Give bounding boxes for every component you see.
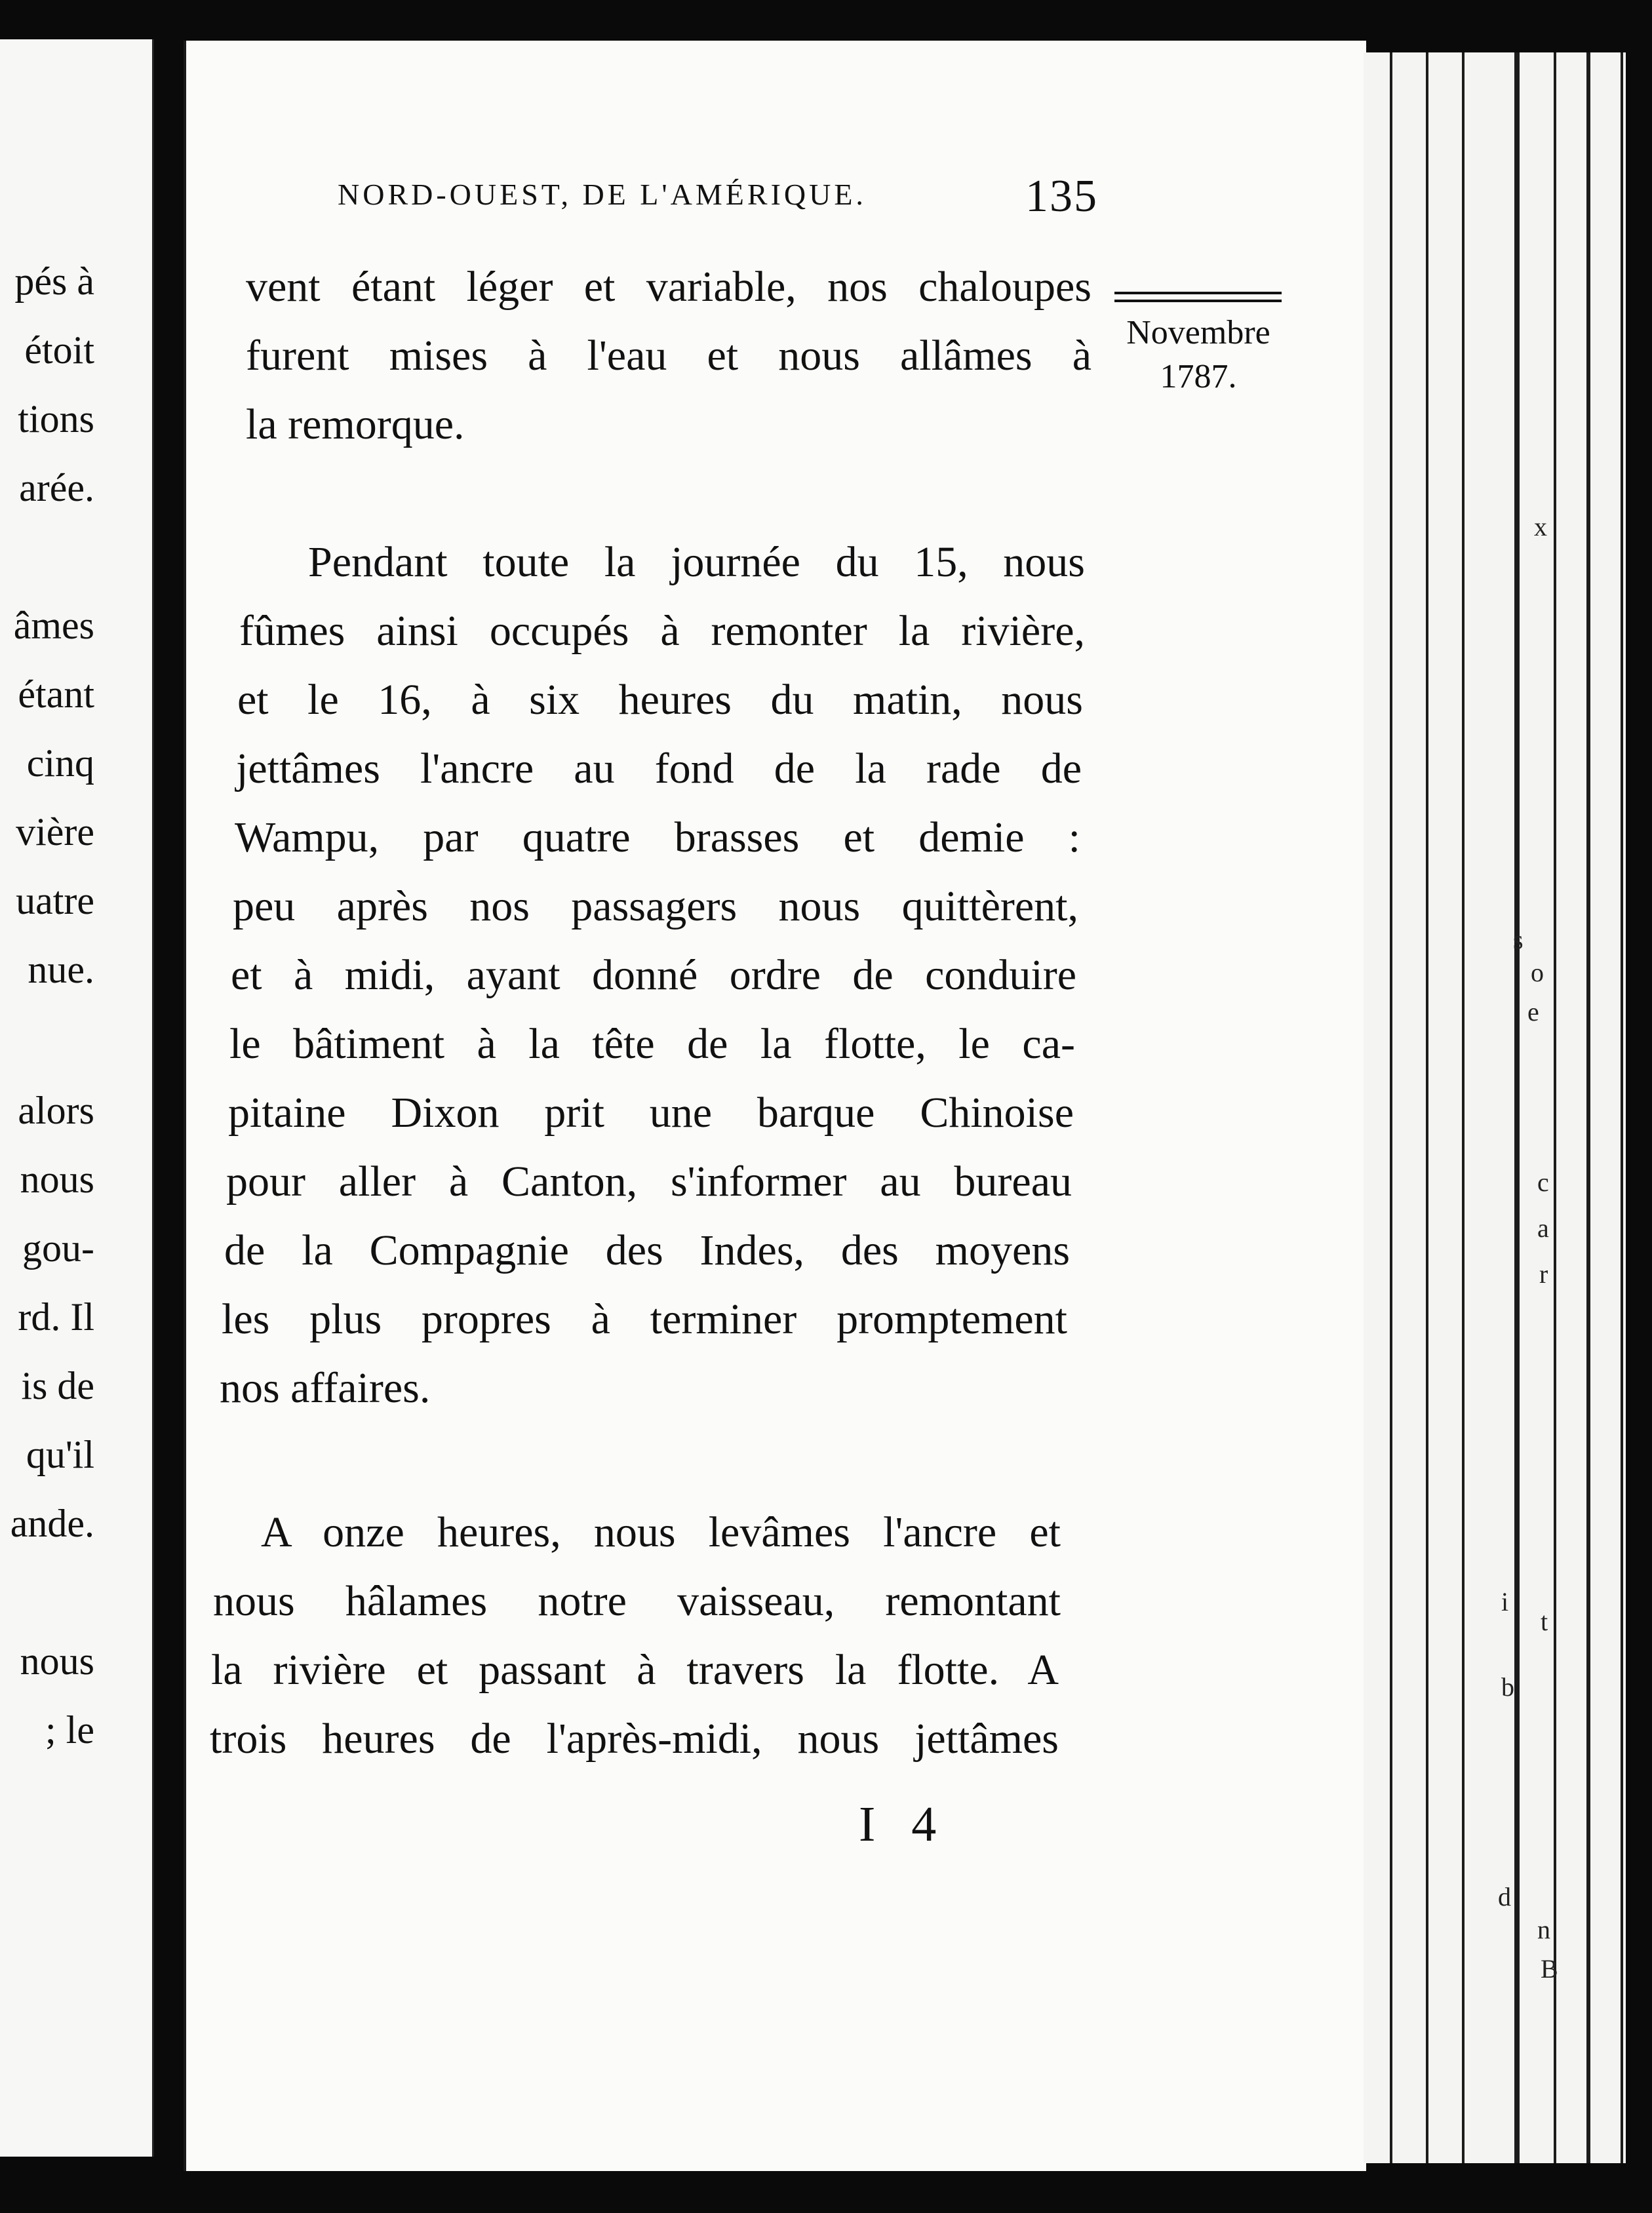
left-page-line: pés à bbox=[14, 260, 94, 303]
page-edge-fragment: t bbox=[1541, 1607, 1548, 1636]
text-line: le bâtiment à la tête de la flotte, le ca- bbox=[229, 1020, 1075, 1068]
margin-note-month: Novembre bbox=[1126, 314, 1270, 351]
text-line: furent mises à l'eau et nous allâmes à bbox=[246, 332, 1092, 380]
margin-note-year: 1787. bbox=[1160, 358, 1237, 395]
left-page-line: âmes bbox=[13, 604, 94, 647]
text-line: pour aller à Canton, s'informer au bureau bbox=[226, 1158, 1072, 1205]
page-edge-fragment: n bbox=[1537, 1915, 1550, 1944]
text-line: nos affaires. bbox=[220, 1364, 431, 1412]
left-page-line: cinq bbox=[26, 741, 94, 785]
text-line: la remorque. bbox=[246, 401, 465, 448]
text-line: nous hâlames notre vaisseau, remontant bbox=[213, 1577, 1061, 1625]
page-edge-line bbox=[1554, 52, 1556, 2163]
page-edge-fragment: r bbox=[1539, 1259, 1548, 1289]
page-edge-fragment: e bbox=[1527, 997, 1539, 1027]
left-page-line: alors bbox=[18, 1089, 94, 1132]
text-line: trois heures de l'après-midi, nous jettâmes bbox=[210, 1715, 1059, 1763]
text-line: de la Compagnie des Indes, des moyens bbox=[224, 1226, 1070, 1274]
running-head bbox=[338, 171, 1098, 222]
left-facing-page bbox=[0, 39, 154, 2157]
text-line: la rivière et passant à travers la flotte. A bbox=[211, 1646, 1059, 1694]
text-line: vent étant léger et variable, nos chaloupes bbox=[246, 263, 1092, 311]
text-line: A onze heures, nous levâmes l'ancre et bbox=[261, 1508, 1061, 1556]
text-line: et à midi, ayant donné ordre de conduire bbox=[231, 951, 1076, 999]
left-page-line: nous bbox=[20, 1158, 94, 1201]
text-line: Pendant toute la journée du 15, nous bbox=[308, 538, 1085, 586]
text-line: les plus propres à terminer promptement bbox=[222, 1295, 1067, 1343]
text-line: Wampu, par quatre brasses et demie : bbox=[235, 813, 1080, 861]
text-line: peu après nos passagers nous quittèrent, bbox=[233, 882, 1078, 930]
page-edge-fragment: d bbox=[1498, 1882, 1511, 1911]
left-page-line: uatre bbox=[16, 879, 94, 922]
page-edge-line bbox=[1586, 52, 1590, 2163]
margin-rule bbox=[1114, 292, 1282, 294]
left-page-line: nous bbox=[20, 1639, 94, 1683]
left-page-line: qu'il bbox=[26, 1433, 94, 1476]
page-edge-fragment: s bbox=[1513, 925, 1524, 954]
left-page-line: nue. bbox=[28, 948, 94, 991]
page-edge-fragment: i bbox=[1501, 1587, 1509, 1616]
left-page-line: ande. bbox=[10, 1502, 94, 1545]
left-page-line: arée. bbox=[19, 466, 94, 509]
left-page-line: étoit bbox=[24, 328, 94, 372]
text-line: pitaine Dixon prit une barque Chinoise bbox=[228, 1089, 1074, 1137]
page-edge-line bbox=[1390, 52, 1392, 2163]
page-edges bbox=[1364, 52, 1626, 2163]
left-page-line: gou- bbox=[22, 1226, 94, 1270]
page-edge-fragment: c bbox=[1537, 1167, 1549, 1197]
page-edge-line bbox=[1514, 52, 1520, 2163]
left-page-line: is de bbox=[21, 1364, 94, 1407]
text-line: fûmes ainsi occupés à remonter la rivière, bbox=[239, 607, 1085, 655]
page-edge-fragment: b bbox=[1501, 1672, 1514, 1702]
text-line: et le 16, à six heures du matin, nous bbox=[237, 676, 1083, 724]
left-page-line: vière bbox=[16, 810, 94, 853]
page-edge-line bbox=[1462, 52, 1465, 2163]
signature-mark: I 4 bbox=[859, 1797, 949, 1852]
page-edge-line bbox=[1621, 52, 1623, 2163]
page-edge-fragment: B bbox=[1541, 1954, 1558, 1984]
page-number: 135 bbox=[1025, 171, 1098, 222]
page-edge-fragment: a bbox=[1537, 1213, 1549, 1243]
text-line: jettâmes l'ancre au fond de la rade de bbox=[236, 745, 1082, 793]
page-edge-fragment: o bbox=[1531, 958, 1544, 987]
page-edge-line bbox=[1426, 52, 1428, 2163]
margin-rule bbox=[1114, 300, 1282, 302]
left-page-line: rd. Il bbox=[18, 1295, 94, 1339]
left-page-line: ; le bbox=[45, 1708, 94, 1752]
left-page-line: tions bbox=[18, 397, 94, 441]
page-edge-fragment: x bbox=[1534, 512, 1547, 541]
left-page-line: étant bbox=[18, 673, 94, 716]
running-head-title: NORD-OUEST, DE L'AMÉRIQUE. bbox=[338, 178, 867, 211]
